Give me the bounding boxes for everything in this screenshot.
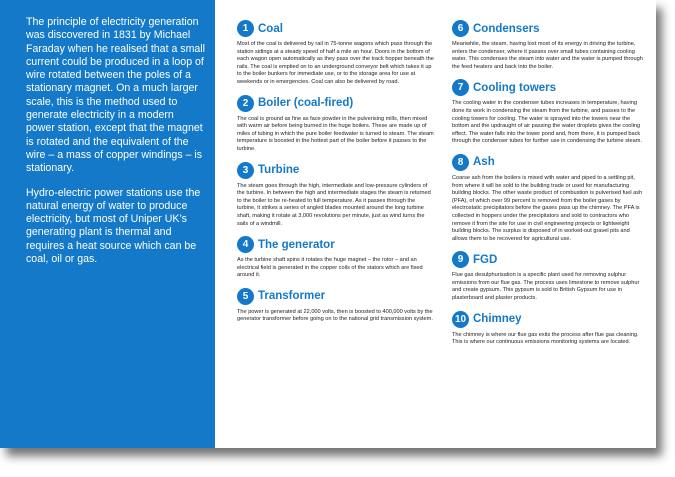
section-heading (237, 20, 435, 37)
intro-paragraph-2: Hydro-electric power stations use the natural energy of water to produce electricity, but most of Uniper UK’s generating plant is thermal and requires a heat source which can be coal, oil or gas. (26, 186, 201, 266)
section-heading (237, 288, 435, 305)
section-title: FGD (473, 253, 498, 266)
section-title: The generator (258, 238, 335, 251)
section-body: As the turbine shaft spins it rotates the huge magnet – the rotor – and an electrical field is generated in the copper coils of the stators which are fixed around it. (237, 257, 423, 279)
section-generator (237, 236, 435, 280)
section-heading (452, 79, 644, 96)
step-number-badge: 2 (237, 95, 254, 112)
step-number-badge: 10 (452, 311, 469, 328)
section-title: Coal (258, 22, 283, 35)
section-title: Transformer (258, 290, 326, 303)
step-number-badge: 4 (237, 236, 254, 253)
section-heading (237, 236, 435, 253)
section-body: Meanwhile, the steam, having lost most of its energy in driving the turbine, enters the condenser, where it passes over small tubes containing cooling water. This condenses the steam into water and the water is pumped through the feed heaters and back into the boiler. (452, 41, 643, 70)
section-heading (452, 311, 644, 328)
step-number-badge: 8 (452, 154, 469, 171)
section-title: Condensers (473, 22, 540, 35)
section-body: Coarse ash from the boilers is mixed with water and piped to a settling pit, from where it will be sold to the building trade or used for manufacturing building blocks. The other waste product of combustion is pulverised fuel ash (PFA), of which over 99 percent is removed from the boiler gases by electrostatic precipitators before the gases pass up the chimney. The PFA is collected in hoppers under the precipitators and sold to contractors who remove it from the site for use in civil engineering projects or lightweight building blocks. The surplus is disposed of in worked-out gravel pits and allows them to be recovered for agricultural use. (452, 174, 643, 242)
section-heading (237, 162, 435, 179)
intro-sidebar (0, 0, 215, 448)
section-heading (452, 20, 644, 37)
section-transformer (237, 288, 435, 324)
section-turbine (237, 162, 435, 229)
section-heading (452, 251, 644, 268)
section-body: The chimney is where our flue gas exits the process after flue gas cleaning. This is where our continuous emissions monitoring systems are located. (452, 331, 639, 346)
section-chimney (452, 311, 644, 347)
section-boiler (237, 95, 435, 154)
section-cooling-towers (452, 79, 644, 146)
step-number-badge: 9 (452, 251, 469, 268)
step-number-badge: 6 (452, 20, 469, 37)
intro-paragraph-1: The principle of electricity generation was discovered in 1831 by Michael Faraday when he realised that a small current could be produced in a loop of wire rotated between the poles of a stationary magnet. On a much larger scale, this is the method used to generate electricity in a modern power station, except that the magnet is rotated and the equivalent of the wire – a mass of copper windings – is stationary. (26, 16, 206, 175)
section-body: The cooling water in the condenser tubes increases in temperature, having done its work in condensing the steam from the turbine, and passes to the cooling towers for cooling. The water is sprayed into the towers near the bottom and the updraught of air passing the water droplets gives the cooling effect. The water falls into the tower pond and, from there, it is pumped back through the condenser tubes for further use in condensing the turbine steam. (452, 100, 642, 145)
section-coal (237, 20, 435, 87)
step-number-badge: 5 (237, 288, 254, 305)
section-body: The power is generated at 22,000 volts, then is boosted to 400,000 volts by the generator transformer before going on to the national grid transmission system. (237, 308, 433, 323)
section-condensers (452, 20, 644, 71)
section-body: Flue gas desulphurisation is a specific plant used for removing sulphur emissions from our flue gas. The process uses limestone to remove sulphur and create gypsum. This gypsum is sold to British Gypsum for use in plasterboard and plaster products. (452, 272, 640, 302)
section-heading (452, 154, 644, 171)
section-body: The steam goes through the high, intermediate and low-pressure cylinders of the turbine. In between the high and intermediate stages the steam is returned to the boiler to be re-heated to full temperature. As it passes through the turbine, it strikes a series of angled blades mounted around the long turbine shaft, making it rotate at 3,000 revolutions per minute, just as wind turns the sails of a windmill. (237, 182, 431, 227)
section-title: Ash (473, 156, 495, 169)
step-number-badge: 7 (452, 79, 469, 96)
step-number-badge: 1 (237, 20, 254, 37)
step-number-badge: 3 (237, 162, 254, 179)
section-title: Turbine (258, 164, 300, 177)
section-body: The coal is ground as fine as face powder in the pulverising mills, then mixed with warm air before being burned in the huge boilers. These are made up of miles of tubing in which the pure boiler feedwater is turned to steam. The steam temperature is boosted in the hottest part of the boiler before it passes to the turbine. (237, 115, 434, 152)
column-right (452, 20, 644, 355)
section-title: Cooling towers (473, 81, 557, 94)
section-title: Chimney (473, 313, 522, 326)
section-fgd (452, 251, 644, 302)
column-left (237, 20, 435, 332)
section-heading (237, 95, 435, 112)
section-title: Boiler (coal-fired) (258, 97, 354, 110)
section-ash (452, 154, 644, 243)
section-body: Most of the coal is delivered by rail in 75-tonne wagons which pass through the station sidings at a steady speed of half a mile an hour. Doors in the bottom of each wagon open automatically as they pass over the track hopper beneath the rails. The coal is emptied on to an underground conveyor belt which takes it up to the boiler bunkers for immediate use, or to the storage area for use at weekends or in emergencies. Coal can also be delivered by road. (237, 41, 434, 85)
